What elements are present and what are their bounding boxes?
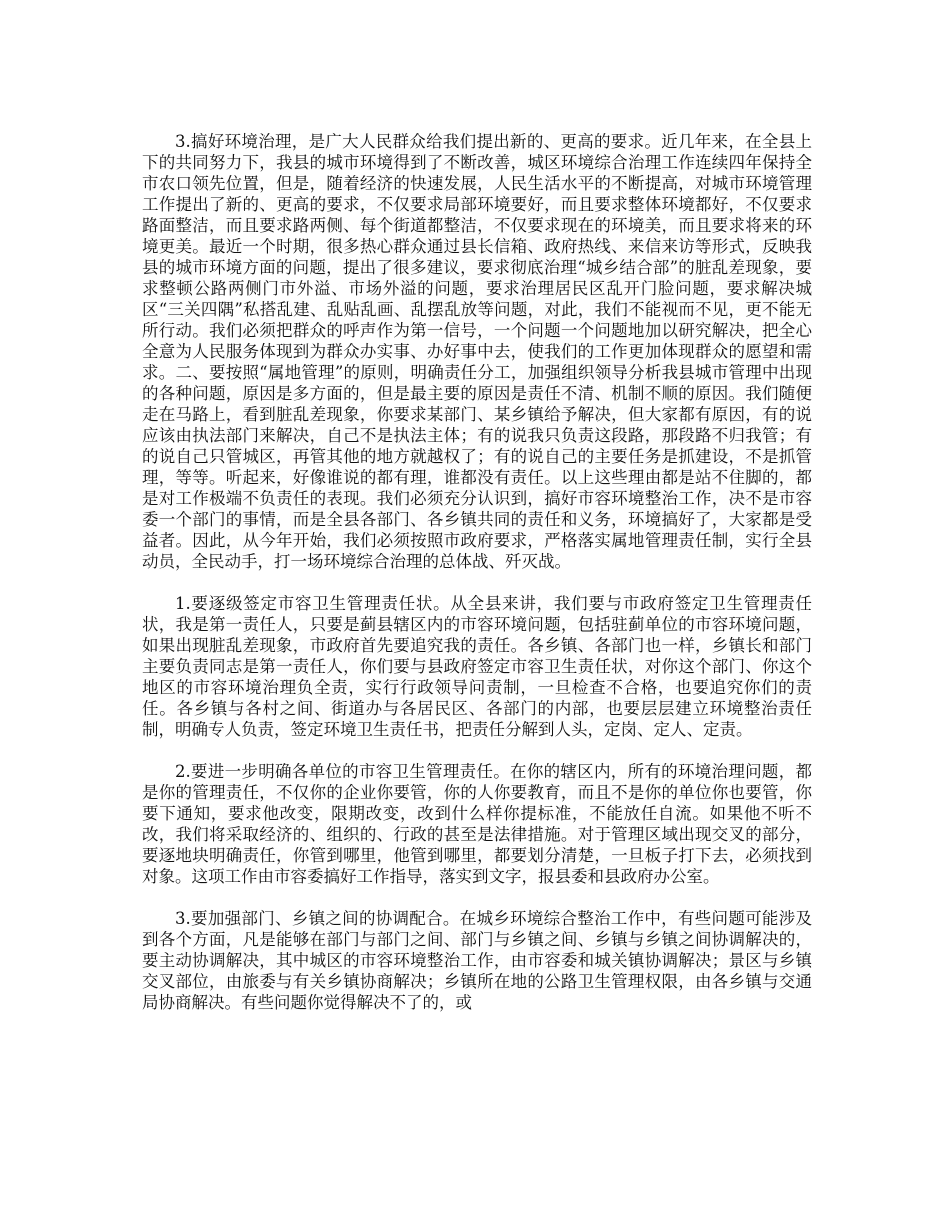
paragraph-environment-governance: 3.搞好环境治理，是广大人民群众给我们提出新的、更高的要求。近几年来，在全县上下的共同努力下，我县的城市环境得到了不断改善，城区环境综合治理工作连续四年保持全市农口领先位置，但是，随着经济的快速发展，人民生活水平的不断提高，对城市环境管理工作提出了新的、更高的要求，不仅要求局部环境要好，而且要求整体环境都好，不仅要求路面整洁，而且要求路两侧、每个街道都整洁，不仅要求现在的环境美，而且要求将来的环境更美。最近一个时期，很多热心群众通过县长信箱、政府热线、来信来访等形式，反映我县的城市环境方面的问题，提出了很多建议，要求彻底治理“城乡结合部”的脏乱差现象，要求整顿公路两侧门市外溢、市场外溢的问题，要求治理居民区乱开门脸问题，要求解决城区“三关四隅”私搭乱建、乱贴乱画、乱摆乱放等问题，对此，我们不能视而不见，更不能无所行动。我们必须把群众的呼声作为第一信号，一个问题一个问题地加以研究解决，把全心全意为人民服务体现到为群众办实事、办好事中去，使我们的工作更加体现群众的愿望和需求。二、要按照“属地管理”的原则，明确责任分工，加强组织领导分析我县城市管理中出现的各种问题，原因是多方面的，但是最主要的原因是责任不清、机制不顺的原因。我们随便走在马路上，看到脏乱差现象，你要求某部门、某乡镇给予解决，但大家都有原因，有的说应该由执法部门来解决，自己不是执法主体；有的说我只负责这段路，那段路不归我管；有的说自己只管城区，再管其他的地方就越权了；有的说自己的主要任务是抓建设，不是抓管理，等等。听起来，好像谁说的都有理，谁都没有责任。以上这些理由都是站不住脚的，都是对工作极端不负责任的表现。我们必须充分认识到，搞好市容环境整治工作，决不是市容委一个部门的事情，而是全县各部门、各乡镇共同的责任和义务，环境搞好了，大家都是受益者。因此，从今年开始，我们必须按照市政府要求，严格落实属地管理责任制，实行全县动员，全民动手，打一场环境综合治理的总体战、歼灭战。 <box>142 132 812 571</box>
paragraph-coordination: 3.要加强部门、乡镇之间的协调配合。在城乡环境综合整治工作中，有些问题可能涉及到各个方面，凡是能够在部门与部门之间、部门与乡镇之间、乡镇与乡镇之间协调解决的，要主动协调解决，其中城区的市容环境整治工作，由市容委和城关镇协调解决；景区与乡镇交叉部位，由旅委与有关乡镇协商解决；乡镇所在地的公路卫生管理权限，由各乡镇与交通局协商解决。有些问题你觉得解决不了的，或 <box>142 909 812 1012</box>
paragraph-responsibility-contract: 1.要逐级签定市容卫生管理责任状。从全县来讲，我们要与市政府签定卫生管理责任状，我是第一责任人，只要是蓟县辖区内的市容环境问题，包括驻蓟单位的市容环境问题，如果出现脏乱差现象，市政府首先要追究我的责任。各乡镇、各部门也一样，乡镇长和部门主要负责同志是第一责任人，你们要与县政府签定市容卫生责任状，对你这个部门、你这个地区的市容环境治理负全责，实行行政领导问责制，一旦检查不合格，也要追究你们的责任。各乡镇与各村之间、街道办与各居民区、各部门的内部，也要层层建立环境整治责任制，明确专人负责，签定环境卫生责任书，把责任分解到人头，定岗、定人、定责。 <box>142 594 812 739</box>
paragraph-unit-responsibility: 2.要进一步明确各单位的市容卫生管理责任。在你的辖区内，所有的环境治理问题，都是你的管理责任，不仅你的企业你要管，你的人你要教育，而且不是你的单位你也要管，你要下通知，要求他改变，限期改变，改到什么样你提标准，不能放任自流。如果他不听不改，我们将采取经济的、组织的、行政的甚至是法律措施。对于管理区域出现交叉的部分，要逐地块明确责任，你管到哪里，他管到哪里，都要划分清楚，一旦板子打下去，必须找到对象。这项工作由市容委搞好工作指导，落实到文字，报县委和县政府办公室。 <box>142 762 812 886</box>
document-body <box>142 131 812 1034</box>
